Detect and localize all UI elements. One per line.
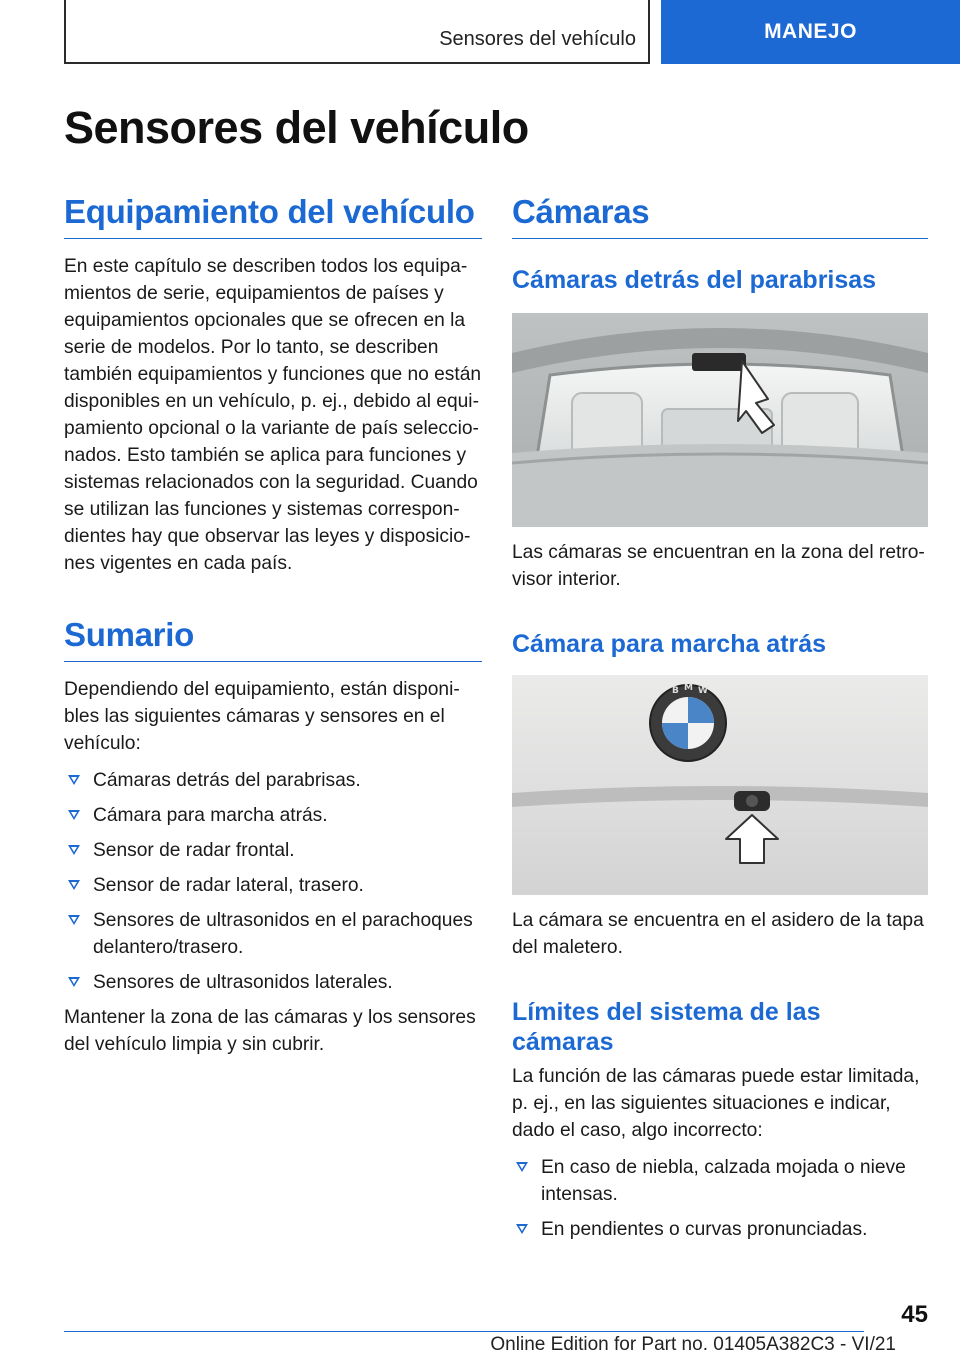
- windshield-caption: Las cámaras se encuentran en la zona del retrovisor interior.: [512, 542, 925, 590]
- list-item: Cámara para marcha atrás.: [64, 802, 482, 829]
- equipment-text: En este capítulo se describen todos los equipamientos de serie, equipamientos de países y equipamientos opcionales que se ofrecen en la serie de modelos. Por lo tanto, se describen también equipamientos y funciones que no están disponibles en un vehículo, p. ej., debido al equipamiento opcional o la variante de país seleccionados. Esto también se aplica para funciones y sistemas relacionados con la seguridad. Cuando se utilizan las funciones y sistemas correspondientes hay que observar las leyes y disposiciones vigentes en cada país.: [64, 256, 482, 574]
- page-title: Sensores del vehículo: [64, 102, 529, 153]
- list-item: Sensores de ultrasonidos en el parachoques delantero/trasero.: [64, 907, 482, 961]
- limits-list: [512, 1154, 928, 1243]
- triangle-bullet-icon: [68, 915, 80, 925]
- list-item: Cámaras detrás del parabrisas.: [64, 767, 482, 794]
- footer-divider: [64, 1331, 864, 1332]
- svg-text:W: W: [698, 686, 708, 696]
- chapter-tab-label: MANEJO: [764, 20, 857, 43]
- triangle-bullet-icon: [68, 845, 80, 855]
- list-item: En caso de niebla, calzada mojada o nieve intensas.: [512, 1154, 928, 1208]
- triangle-bullet-icon: [68, 810, 80, 820]
- list-item: Sensores de ultrasonidos laterales.: [64, 969, 482, 996]
- summary-intro: Dependiendo del equipamiento, están disponibles las siguientes cámaras y sensores en el vehículo:: [64, 679, 460, 754]
- summary-heading: Sumario: [64, 613, 482, 662]
- triangle-bullet-icon: [516, 1224, 528, 1234]
- header-section-title: Sensores del vehículo: [439, 28, 636, 50]
- summary-list: [64, 767, 482, 996]
- svg-text:B: B: [672, 686, 679, 696]
- triangle-bullet-icon: [68, 880, 80, 890]
- left-column: [64, 190, 482, 1058]
- list-item: Sensor de radar frontal.: [64, 837, 482, 864]
- right-column: [512, 190, 928, 1251]
- summary-outro: Mantener la zona de las cámaras y los sensores del vehículo limpia y sin cubrir.: [64, 1007, 476, 1055]
- rear-camera-image: [512, 675, 928, 895]
- triangle-bullet-icon: [516, 1162, 528, 1172]
- list-item: Sensor de radar lateral, trasero.: [64, 872, 482, 899]
- page-number: 45: [901, 1301, 928, 1328]
- rear-camera-heading: Cámara para marcha atrás: [512, 630, 827, 658]
- list-item: En pendientes o curvas pronunciadas.: [512, 1216, 928, 1243]
- limits-heading: Límites del sistema de las cámaras: [512, 998, 821, 1056]
- triangle-bullet-icon: [68, 977, 80, 987]
- equipment-heading: Equipamiento del vehículo: [64, 190, 482, 239]
- triangle-bullet-icon: [68, 775, 80, 785]
- windshield-camera-image: [512, 313, 928, 527]
- svg-text:M: M: [684, 683, 693, 693]
- chapter-tab[interactable]: [661, 0, 960, 64]
- windshield-cameras-heading: Cámaras detrás del parabrisas: [512, 266, 877, 294]
- running-header: [64, 0, 650, 64]
- cameras-heading: Cámaras: [512, 190, 928, 239]
- edition-footer: Online Edition for Part no. 01405A382C3 - VI/21: [490, 1334, 896, 1355]
- rear-camera-caption: La cámara se encuentra en el asidero de la tapa del maletero.: [512, 910, 924, 958]
- limits-intro: La función de las cámaras puede estar limitada, p. ej., en las siguientes situaciones e indicar, dado el caso, algo incorrecto:: [512, 1066, 920, 1141]
